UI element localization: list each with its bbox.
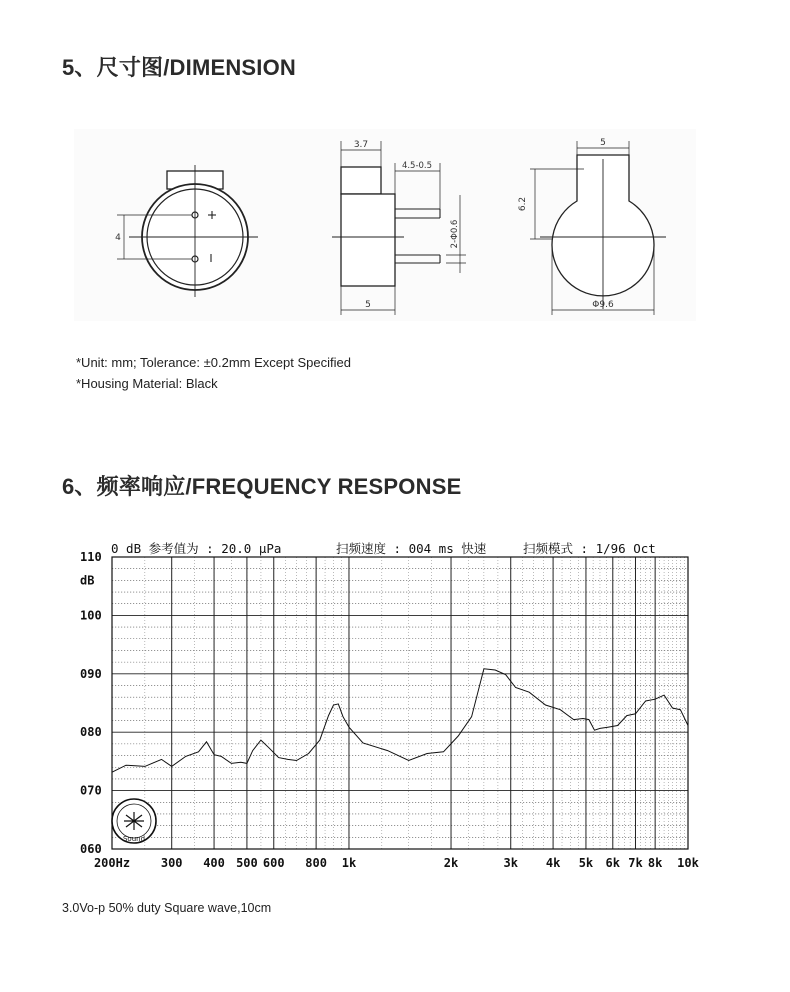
y-tick-label: dB: [80, 573, 95, 588]
y-tick-label: 060: [80, 842, 102, 856]
chart-header-mode: 扫频模式 : 1/96 Oct: [523, 541, 656, 556]
y-tick-label: 080: [80, 725, 102, 740]
back-height-dim: 6.2: [518, 196, 528, 212]
y-tick-label: 110: [80, 550, 102, 564]
plot-frame: [112, 557, 688, 849]
housing-note: *Housing Material: Black: [76, 376, 218, 391]
section-5-title: 5、尺寸图/DIMENSION: [62, 55, 297, 80]
x-tick-label: 3k: [503, 856, 518, 870]
y-tick-label: 070: [80, 783, 102, 798]
x-tick-label: 1k: [341, 856, 357, 870]
x-tick-label: 7k: [628, 856, 643, 870]
x-tick-label: 8k: [647, 856, 663, 870]
front-view: [117, 165, 258, 297]
x-tick-label: 10k: [677, 856, 699, 870]
frequency-response-chart: [68, 536, 708, 876]
chart-header-speed: 扫频速度 : 004 ms 快速: [336, 541, 487, 556]
sound-logo: [112, 799, 156, 843]
back-top-dim: 5: [600, 138, 606, 148]
x-tick-label: 2k: [443, 856, 459, 870]
x-tick-label: 4k: [545, 856, 561, 870]
dimension-drawing: [74, 129, 696, 321]
x-tick-label: 800: [305, 856, 327, 870]
chart-header-ref: 0 dB 参考值为 : 20.0 μPa: [111, 541, 282, 556]
x-tick-label: 6k: [605, 856, 621, 870]
section-6-title: 6、频率响应/FREQUENCY RESPONSE: [62, 474, 462, 499]
back-view: [530, 141, 666, 315]
major-grid: [112, 557, 688, 849]
sound-logo-text: Sound: [122, 835, 146, 843]
side-bottom-dim: 5: [365, 300, 371, 310]
x-tick-label: 500: [236, 856, 258, 870]
side-view: [332, 141, 466, 315]
y-tick-label: 100: [80, 608, 102, 623]
x-tick-label: 400: [203, 856, 225, 870]
test-condition-caption: 3.0Vo-p 50% duty Square wave,10cm: [62, 901, 272, 915]
back-dia-dim: Φ9.6: [592, 300, 614, 310]
x-tick-label: 5k: [578, 856, 594, 870]
side-pin-length: 4.5-0.5: [401, 161, 433, 171]
front-dim-label: 4: [115, 233, 121, 243]
side-pin-diameter: 2-Φ0.6: [450, 219, 460, 249]
x-tick-label: 600: [262, 856, 285, 870]
x-tick-label: 200Hz: [93, 856, 131, 870]
x-tick-label: 300: [160, 856, 183, 870]
tolerance-note: *Unit: mm; Tolerance: ±0.2mm Except Specified: [76, 355, 351, 370]
side-top-dim: 3.7: [353, 140, 369, 150]
y-tick-label: 090: [80, 666, 102, 681]
minor-grid: [112, 557, 688, 849]
